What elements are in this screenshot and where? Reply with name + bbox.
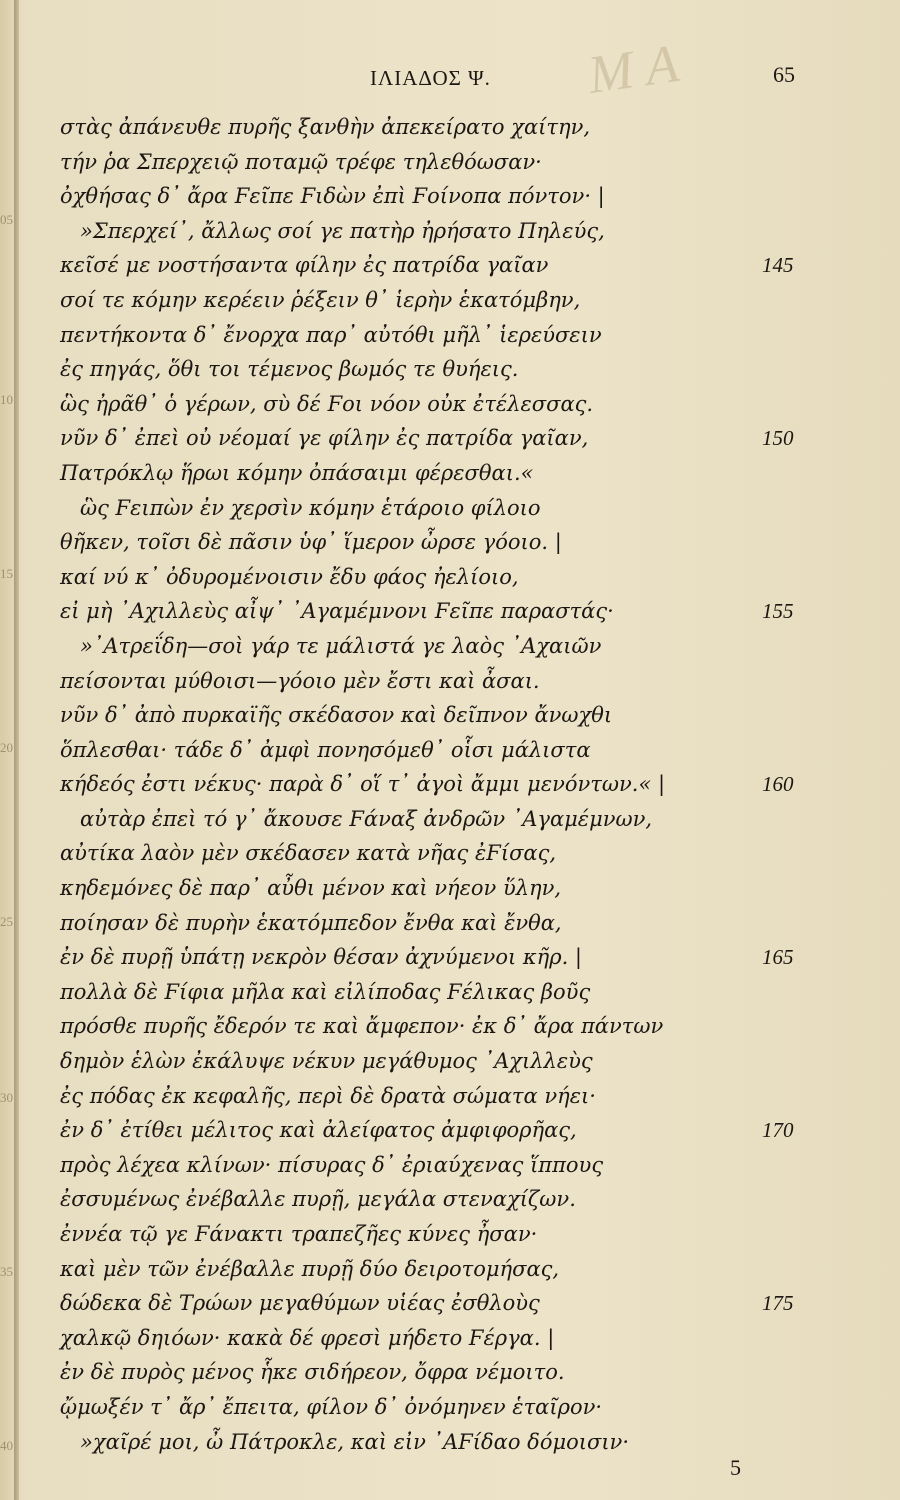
verse-line-text: σοί τε κόμην κερέειν ῥέξειν θ᾽ ἱερὴν ἑκατόμβην,: [60, 287, 581, 312]
verse-line-text: ὣς ἠρᾶθ᾽ ὁ γέρων, σὺ δέ Ϝοι νόον οὐκ ἐτέλεσσας.: [60, 391, 594, 416]
verse-line-text: ὀχθήσας δ᾽ ἄρα Ϝεῖπε Ϝιδὼν ἐπὶ Ϝοίνοπα πόντον· |: [60, 184, 605, 209]
margin-number: 10: [0, 392, 13, 407]
verse-line: [60, 733, 880, 768]
verse-line: [60, 871, 880, 906]
verse-line: [60, 1079, 880, 1114]
line-number: 165: [762, 945, 794, 970]
margin-number: 20: [0, 740, 13, 755]
verse-line-text: πρὸς λέχεα κλίνων· πίσυρας δ᾽ ἐριαύχενας ἵππους: [60, 1152, 604, 1177]
verse-line: [60, 975, 880, 1010]
verse-line-text: ὅπλεσθαι· τάδε δ᾽ ἀμφὶ πονησόμεθ᾽ οἷσι μάλιστα: [60, 737, 591, 762]
verse-line-text: τήν ῥα Σπερχειῷ ποταμῷ τρέφε τηλεθόωσαν·: [60, 149, 542, 174]
verse-line-text: ὣς Ϝειπὼν ἐν χερσὶν κόμην ἑτάροιο φίλοιο: [80, 495, 541, 520]
margin-number: 30: [0, 1090, 13, 1105]
verse-line-text: δώδεκα δὲ Τρώων μεγαθύμων υἱέας ἐσθλοὺς: [60, 1291, 540, 1316]
verse-line: [60, 560, 880, 595]
line-number: 160: [762, 772, 794, 797]
verse-line: [60, 1113, 880, 1148]
verse-line: [60, 1286, 880, 1321]
verse-line-text: Πατρόκλῳ ἥρωι κόμην ὀπάσαιμι φέρεσθαι.«: [60, 460, 534, 485]
verse-line: [60, 283, 880, 318]
verse-line-text: νῦν δ᾽ ἐπεὶ οὐ νέομαί γε φίλην ἐς πατρίδα γαῖαν,: [60, 426, 589, 451]
margin-number: 40: [0, 1438, 13, 1453]
verse-line-text: ἐν δὲ πυρὸς μένος ἧκε σιδήρεον, ὄφρα νέμοιτο.: [60, 1360, 565, 1385]
verse-line-text: πολλὰ δὲ Ϝίφια μῆλα καὶ εἰλίποδας Ϝέλικας βοῦς: [60, 979, 591, 1004]
verse-line-text: πείσονται μύθοισι—γόοιο μὲν ἔστι καὶ ἆσαι.: [60, 668, 540, 693]
running-header: [0, 62, 900, 92]
line-number: 175: [762, 1291, 794, 1316]
verse-line: [60, 525, 880, 560]
line-number: 170: [762, 1118, 794, 1143]
verse-text: [60, 110, 880, 1459]
verse-line: [60, 387, 880, 422]
margin-number: 35: [0, 1264, 13, 1279]
verse-line: [60, 906, 880, 941]
verse-line: [60, 1390, 880, 1425]
verse-line: [60, 1044, 880, 1079]
verse-line: [60, 145, 880, 180]
verse-line: [60, 1252, 880, 1287]
line-number: 150: [762, 426, 794, 451]
verse-line-text: κήδεός ἐστι νέκυς· παρὰ δ᾽ οἵ τ᾽ ἀγοὶ ἄμμι μενόντων.« |: [60, 772, 666, 797]
verse-line-text: ἐς πόδας ἐκ κεφαλῆς, περὶ δὲ δρατὰ σώματα νήει·: [60, 1083, 596, 1108]
verse-line: [60, 1148, 880, 1183]
verse-line: [60, 940, 880, 975]
verse-line-text: καὶ μὲν τῶν ἐνέβαλλε πυρῇ δύο δειροτομήσας,: [60, 1256, 560, 1281]
line-number: 155: [762, 599, 794, 624]
verse-line: [60, 1355, 880, 1390]
verse-line: [60, 698, 880, 733]
running-title: ΙΛΙΑΔΟΣ Ψ.: [370, 66, 491, 90]
verse-line-text: ποίησαν δὲ πυρὴν ἑκατόμπεδον ἔνθα καὶ ἔνθα,: [60, 910, 562, 935]
verse-line-text: εἰ μὴ ᾿Αχιλλεὺς αἶψ᾽ ᾿Αγαμέμνονι Ϝεῖπε παραστάς·: [60, 599, 614, 624]
verse-line: [60, 1182, 880, 1217]
verse-line: [60, 629, 880, 664]
margin-number: 25: [0, 914, 13, 929]
margin-number: 05: [0, 212, 13, 227]
verse-line: [60, 767, 880, 802]
verse-line: [60, 594, 880, 629]
verse-line: [60, 421, 880, 456]
verse-line-text: ἐν δ᾽ ἐτίθει μέλιτος καὶ ἀλείφατος ἀμφιφορῆας,: [60, 1118, 577, 1143]
verse-line-text: κεῖσέ με νοστήσαντα φίλην ἐς πατρίδα γαῖαν: [60, 253, 549, 278]
page-number: 65: [773, 62, 795, 87]
verse-line: [60, 214, 880, 249]
verse-line-text: πεντήκοντα δ᾽ ἔνορχα παρ᾽ αὐτόθι μῆλ᾽ ἱερεύσειν: [60, 322, 602, 347]
signature-mark: 5: [730, 1455, 741, 1480]
verse-line-text: κηδεμόνες δὲ παρ᾽ αὖθι μένον καὶ νήεον ὕλην,: [60, 876, 562, 901]
verse-line: [60, 1425, 880, 1460]
verse-line-text: πρόσθε πυρῆς ἔδερόν τε καὶ ἄμφεπον· ἐκ δ᾽ ἄρα πάντων: [60, 1014, 664, 1039]
verse-line: [60, 491, 880, 526]
verse-line-text: ἐννέα τῷ γε Ϝάνακτι τραπεζῆες κύνες ἦσαν·: [60, 1222, 538, 1246]
verse-line: [60, 179, 880, 214]
verse-line-text: ᾤμωξέν τ᾽ ἄρ᾽ ἔπειτα, φίλον δ᾽ ὀνόμηνεν ἑταῖρον·: [60, 1394, 603, 1419]
line-number: 145: [762, 253, 794, 278]
verse-line: [60, 1321, 880, 1356]
verse-line: [60, 836, 880, 871]
verse-line-text: δημὸν ἑλὼν ἐκάλυψε νέκυν μεγάθυμος ᾿Αχιλλεὺς: [60, 1049, 593, 1074]
verse-line: [60, 456, 880, 491]
library-stamp: Μ Α: [584, 32, 683, 106]
verse-line-text: »χαῖρέ μοι, ὦ Πάτροκλε, καὶ εἰν ᾿ΑϜίδαο δόμοισιν·: [80, 1429, 629, 1454]
verse-line-text: ἐς πηγάς, ὅθι τοι τέμενος βωμός τε θυήεις.: [60, 357, 519, 382]
verse-line-text: στὰς ἀπάνευθε πυρῆς ξανθὴν ἀπεκείρατο χαίτην,: [60, 115, 591, 139]
verse-line-text: αὐτίκα λαὸν μὲν σκέδασεν κατὰ νῆας ἐϜίσας,: [60, 841, 557, 866]
verse-line-text: χαλκῷ δηιόων· κακὰ δέ φρεσὶ μήδετο Ϝέργα. |: [60, 1325, 555, 1350]
verse-line-text: ἐσσυμένως ἐνέβαλλε πυρῇ, μεγάλα στεναχίζων.: [60, 1187, 576, 1212]
margin-number: 15: [0, 566, 13, 581]
verse-line: [60, 248, 880, 283]
verse-line-text: αὐτὰρ ἐπεὶ τό γ᾽ ἄκουσε Ϝάναξ ἀνδρῶν ᾿Αγαμέμνων,: [80, 806, 653, 831]
verse-line: [60, 110, 880, 145]
verse-line-text: καί νύ κ᾽ ὀδυρομένοισιν ἔδυ φάος ἠελίοιο,: [60, 564, 519, 589]
verse-line-text: »Σπερχεί᾽, ἄλλως σοί γε πατὴρ ἠρήσατο Πηλεύς,: [80, 218, 605, 243]
verse-line-text: θῆκεν, τοῖσι δὲ πᾶσιν ὑφ᾽ ἵμερον ὦρσε γόοιο. |: [60, 530, 562, 555]
verse-line: [60, 352, 880, 387]
verse-line-text: »᾿Ατρεΐδη—σοὶ γάρ τε μάλιστά γε λαὸς ᾿Αχαιῶν: [80, 633, 602, 658]
verse-line: [60, 1217, 880, 1252]
verse-line-text: νῦν δ᾽ ἀπὸ πυρκαϊῆς σκέδασον καὶ δεῖπνον ἄνωχθι: [60, 703, 613, 728]
verse-line: [60, 1009, 880, 1044]
verse-line: [60, 318, 880, 353]
verse-line: [60, 802, 880, 837]
verse-line-text: ἐν δὲ πυρῇ ὑπάτῃ νεκρὸν θέσαν ἀχνύμενοι κῆρ. |: [60, 945, 582, 970]
verse-line: [60, 664, 880, 699]
